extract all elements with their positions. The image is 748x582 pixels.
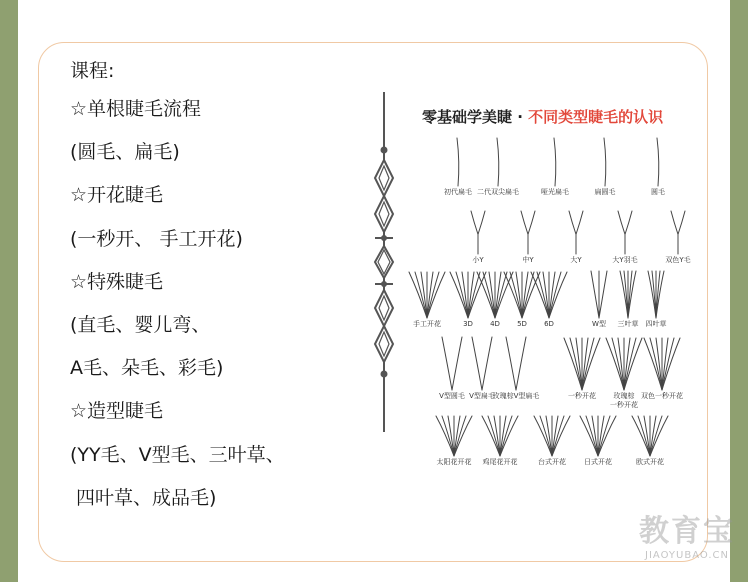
lash-type-label: 6D: [544, 320, 554, 328]
lash-type-label: 双色一秒开花: [641, 392, 683, 400]
watermark-domain: JIAOYUBAO.CN: [645, 550, 729, 561]
lash-type-label: 四叶草: [645, 320, 667, 328]
fan-lash-icon: [630, 412, 670, 458]
ornament-divider-icon: [369, 92, 399, 432]
panel-title-main: 零基础学美睫 ·: [422, 108, 529, 126]
lash-type-label: 玫瑰棕V型扁毛: [492, 392, 540, 400]
course-outline: [70, 54, 370, 520]
lash-type-label: V型圆毛: [439, 392, 465, 400]
clover-lash-icon: [636, 268, 676, 320]
lash-type-item: [575, 136, 635, 197]
y-lash-icon: [556, 208, 596, 256]
lash-type-label: 小Y: [472, 256, 484, 264]
lash-type-label: 双色Y毛: [665, 256, 691, 264]
lash-type-item: [648, 208, 708, 265]
v-lash-icon: [496, 334, 536, 392]
course-line: (YY毛、V型毛、三叶草、: [70, 443, 285, 466]
lash-type-label: 台式开花: [538, 458, 566, 466]
course-line: (直毛、婴儿弯、: [70, 313, 211, 336]
lash-type-label: 欧式开花: [636, 458, 664, 466]
single-lash-icon: [535, 136, 575, 188]
lash-type-item: [568, 412, 628, 467]
lash-type-item: [486, 334, 546, 401]
course-line: 四叶草、成品毛): [70, 486, 217, 509]
course-heading: 课程:: [70, 60, 115, 82]
fan-lash-icon: [532, 412, 572, 458]
lash-type-label: 手工开花: [413, 320, 441, 328]
page-canvas: [18, 0, 735, 582]
lash-type-label: 一秒开花: [568, 392, 596, 400]
lash-type-item: [628, 136, 688, 197]
lash-type-label: 大Y: [570, 256, 582, 264]
lash-types-chart: [408, 96, 720, 486]
lash-type-label: 二代双尖扁毛: [477, 188, 519, 196]
fan-lash-icon: [480, 412, 520, 458]
lash-type-item: [470, 412, 530, 467]
lash-type-label: W型: [592, 320, 606, 328]
fan-lash-icon: [529, 268, 569, 320]
lash-type-label: 鸡尾花开花: [482, 458, 518, 466]
course-line: ☆特殊睫毛: [70, 270, 164, 293]
lash-type-label: 中Y: [522, 256, 534, 264]
lash-type-label: 大Y羽毛: [612, 256, 638, 264]
y-lash-icon: [658, 208, 698, 256]
course-line: (圆毛、扁毛): [70, 141, 180, 164]
panel-title-highlight: 不同类型睫毛的认识: [528, 108, 664, 126]
lash-type-label: V型扁毛: [469, 392, 495, 400]
y-lash-icon: [605, 208, 645, 256]
lash-type-label: 日式开花: [584, 458, 612, 466]
watermark: [622, 506, 748, 561]
panel-title: [422, 106, 663, 127]
lash-type-label: 圆毛: [651, 188, 665, 196]
lash-type-item: [468, 136, 528, 197]
lash-type-label: 三叶草: [617, 320, 639, 328]
single-lash-icon: [585, 136, 625, 188]
y-lash-icon: [508, 208, 548, 256]
fan-lash-icon: [434, 412, 474, 458]
lash-type-item: [632, 334, 692, 401]
course-line: ☆造型睫毛: [70, 400, 164, 423]
watermark-logo: 教育宝: [639, 514, 735, 549]
lash-type-label: 5D: [517, 320, 527, 328]
y-lash-icon: [458, 208, 498, 256]
lash-type-label: 太阳花开花: [436, 458, 472, 466]
course-line: ☆单根睫毛流程: [70, 98, 202, 120]
lash-type-item: [595, 208, 655, 265]
single-lash-icon: [478, 136, 518, 188]
course-line: (一秒开、 手工开花): [70, 227, 243, 250]
course-line: A毛、朵毛、彩毛): [70, 357, 224, 380]
lash-type-item: [626, 268, 686, 329]
lash-type-item: [620, 412, 680, 467]
course-line: ☆开花睫毛: [70, 184, 164, 207]
single-lash-icon: [638, 136, 678, 188]
lash-type-label: 哑光扁毛: [541, 188, 569, 196]
lash-type-label: 3D: [463, 320, 473, 328]
lash-type-label: 初代扁毛: [444, 188, 472, 196]
lash-type-label: 4D: [490, 320, 500, 328]
fan-lash-icon: [578, 412, 618, 458]
fan-lash-icon: [642, 334, 682, 392]
lash-type-label: 扁圆毛: [594, 188, 616, 196]
lash-type-label: 玫瑰棕 一秒开花: [610, 392, 638, 409]
